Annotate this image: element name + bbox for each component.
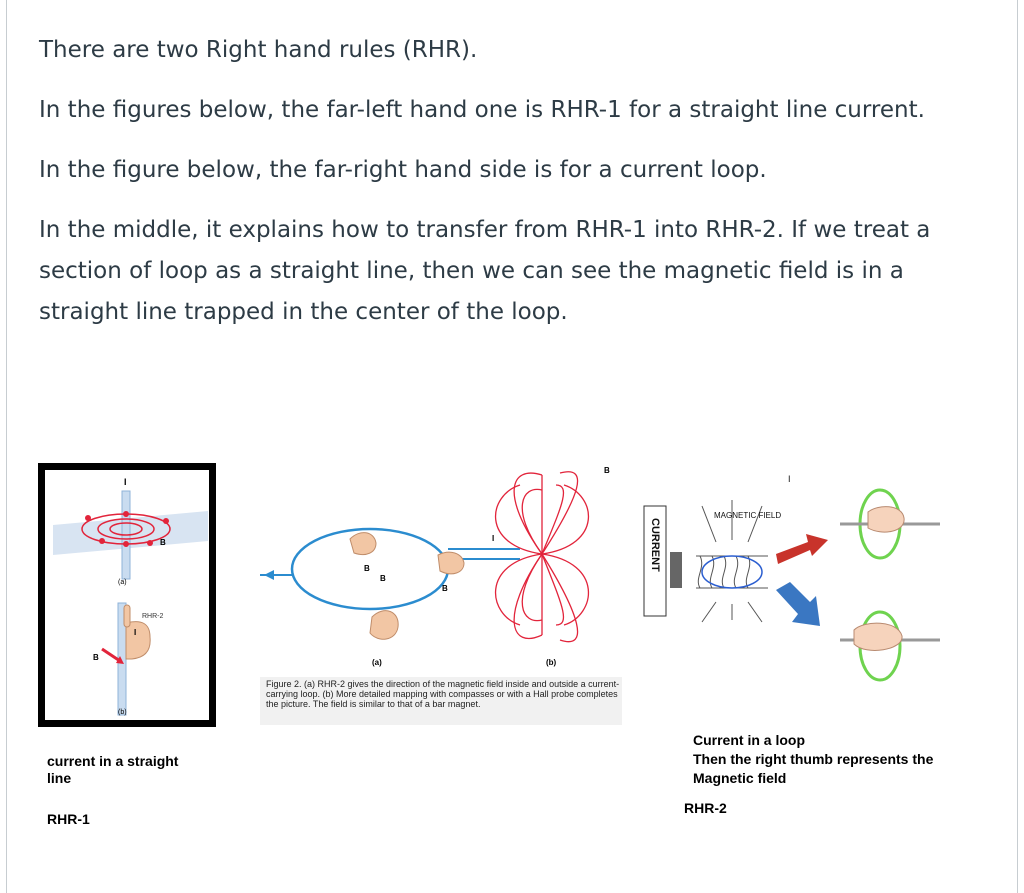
left-panel-a-label: (a) [118,579,127,586]
caption-left-line2: line [47,770,72,786]
middle-figure-caption: Figure 2. (a) RHR-2 gives the direction of the magnetic field inside and outside a current-carrying loop. (b) More detailed mapping with compasses or with a Hall probe completes the picture. The field is similar to that of a bar magnet. [266,679,620,709]
middle-field-label-top: B [604,466,610,475]
middle-field-label-2: B [442,584,448,593]
rhr1-figure [38,463,216,727]
right-magnetic-field-label: MAGNETIC FIELD [714,511,782,520]
caption-right-line1: Current in a loop [693,732,805,748]
left-current-label: I [124,477,127,487]
caption-left-rule: RHR-1 [47,811,90,827]
left-field-label: B [160,538,166,547]
middle-panel-a-label: (a) [372,658,382,667]
left-panel-b-label: (b) [118,709,127,716]
right-current-label: CURRENT [649,518,661,572]
caption-right-rule: RHR-2 [684,800,727,816]
left-current-label-b: I [134,628,137,637]
paragraph-intro: There are two Right hand rules (RHR). [39,37,478,63]
left-rhr-label: RHR-2 [142,613,164,620]
caption-left-line1: current in a straight [47,753,179,769]
middle-panel-b-label: (b) [546,658,557,667]
paragraph-middle: In the middle, it explains how to transfer from RHR-1 into RHR-2. If we treat a section of loop as a straight line, then we can see the magnetic field is in a straight line trapped in the center of the loop. [39,217,931,325]
caption-left [47,753,178,787]
rhr2-coil-figure [640,460,986,722]
caption-right [693,731,933,788]
paragraph-rhr2: In the figure below, the far-right hand side is for a current loop. [39,157,767,183]
middle-field-label-3: B [380,574,386,583]
paragraph-rhr1: In the figures below, the far-left hand one is RHR-1 for a straight line current. [39,97,925,123]
right-current-symbol: I [788,474,791,484]
left-field-label-b: B [93,653,99,662]
middle-current-label: I [492,534,495,543]
caption-right-line3: Magnetic field [693,770,787,786]
middle-field-label: B [364,564,370,573]
caption-right-line2: Then the right thumb represents the [693,751,934,767]
